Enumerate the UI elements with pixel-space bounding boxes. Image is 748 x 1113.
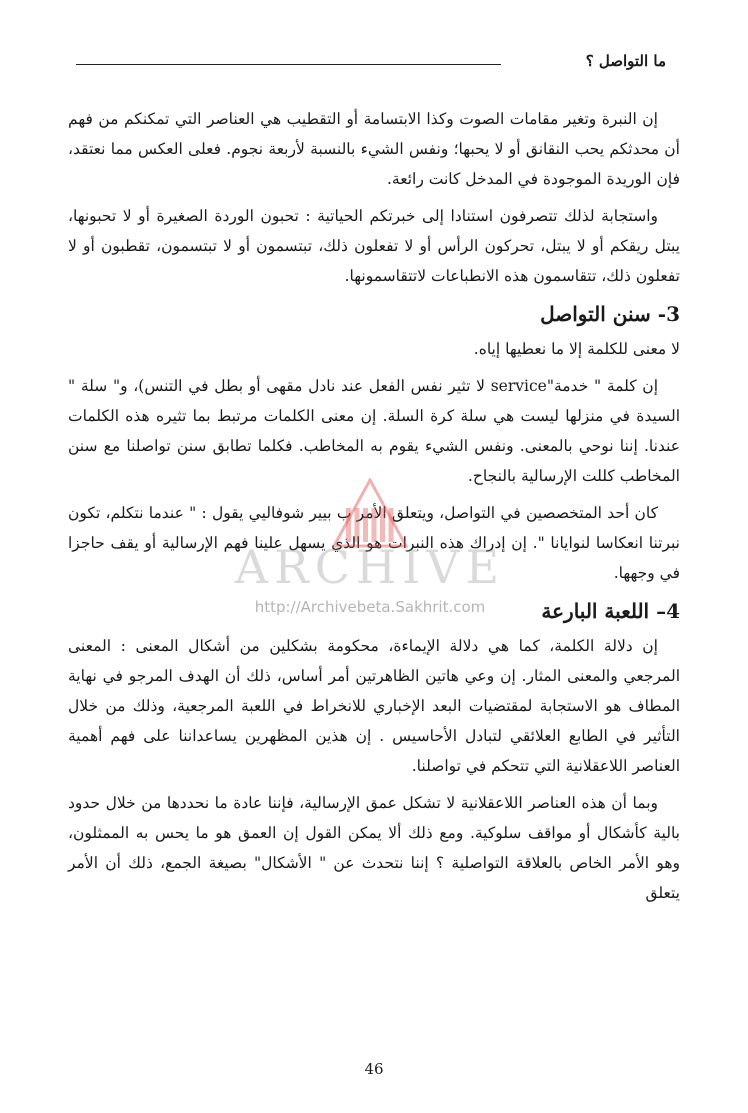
section-heading-3: 3- سنن التواصل	[540, 302, 680, 326]
paragraph-2: واستجابة لذلك تتصرفون استنادا إلى خبرتكم الحياتية : تحبون الوردة الصغيرة أو لا تحبونها، يبتل ريقكم أو لا يبتل، تحركون الرأس أو لا تفعلون ذلك، تبتسمون أو لا تبتسمون، تقطبون أو لا تفعلون ذلك، تتقاسمون هذه الانطباعات لاتتقاسمونها.	[68, 207, 680, 285]
paragraph-1: إن النبرة وتغير مقامات الصوت وكذا الابتسامة أو التقطيب هي العناصر التي تمكنكم من فهم أن محدثكم يحب النقانق أو لا يحبها؛ ونفس الشيء بالنسبة لأربعة نجوم. فعلى العكس مما نعتقد، فإن الوريدة الموجودة في المدخل كانت رائعة.	[68, 110, 680, 188]
header-rule	[76, 64, 501, 65]
body-text	[68, 104, 680, 915]
watermark-url: http://Archivebeta.Sakhrit.com	[254, 598, 486, 616]
paragraph-7: وبما أن هذه العناصر اللاعقلانية لا تشكل عمق الإرسالية، فإننا عادة ما نحددها من خلال حدود بالية كأشكال أو مواقف سلوكية. ومع ذلك ألا يمكن القول إن العمق هو ما يحس به الممثلون، وهو الأمر الخاص بالعلاقة التواصلية ؟ إننا نتحدث عن " الأشكال" بصيغة الجمع، ذلك أن الأمر يتعلق	[68, 794, 681, 902]
section-heading-4: 4– اللعبة البارعة	[541, 599, 680, 623]
paragraph-6: إن دلالة الكلمة، كما هي دلالة الإيماءة، محكومة بشكلين من أشكال المعنى : المعنى المرجعي والمعنى المثار. إن وعي هاتين الظاهرتين أمر أساس، ذلك أن الهدف المرجو في نهاية المطاف هو الاستجابة لمقتضيات البعد الإخباري للانخراط في اللعبة المرجعية، وذلك من خلال التأثير في الطابع العلائقي لتبادل الأحاسيس . إن هذين المظهرين يساعداننا على فهم أهمية العناصر اللاعقلانية التي تتحكم في تواصلنا.	[68, 637, 680, 775]
running-header	[76, 52, 666, 76]
header-title: ما التواصل ؟	[585, 52, 666, 70]
paragraph-5: كان أحد المتخصصين في التواصل، ويتعلق الأمر ب بيير شوفاليي يقول : " عندما نتكلم، تكون نبرتنا انعكاسا لنوايانا ". إن إدراك هذه النبرات هو الذي يسهل علينا فهم الإرسالية أو يقف حاجزا في وجهها.	[68, 504, 680, 582]
watermark-text: ARCHIVE	[234, 540, 506, 594]
paragraph-4: إن كلمة " خدمة"service لا تثير نفس الفعل عند نادل مقهى أو بطل في التنس)، و" سلة " السيدة في منزلها ليست هي سلة كرة السلة. إن معنى الكلمات مرتبط بما تثيره هذه الكلمات عندنا. إننا نوحي بالمعنى. ونفس الشيء يقوم به المخاطب. فكلما تطابق سنن تواصلنا مع سنن المخاطب كللت الإرسالية بالنجاح.	[68, 377, 680, 485]
page-number: 46	[364, 1060, 384, 1078]
paragraph-3: لا معنى للكلمة إلا ما نعطيها إياه.	[473, 340, 680, 358]
